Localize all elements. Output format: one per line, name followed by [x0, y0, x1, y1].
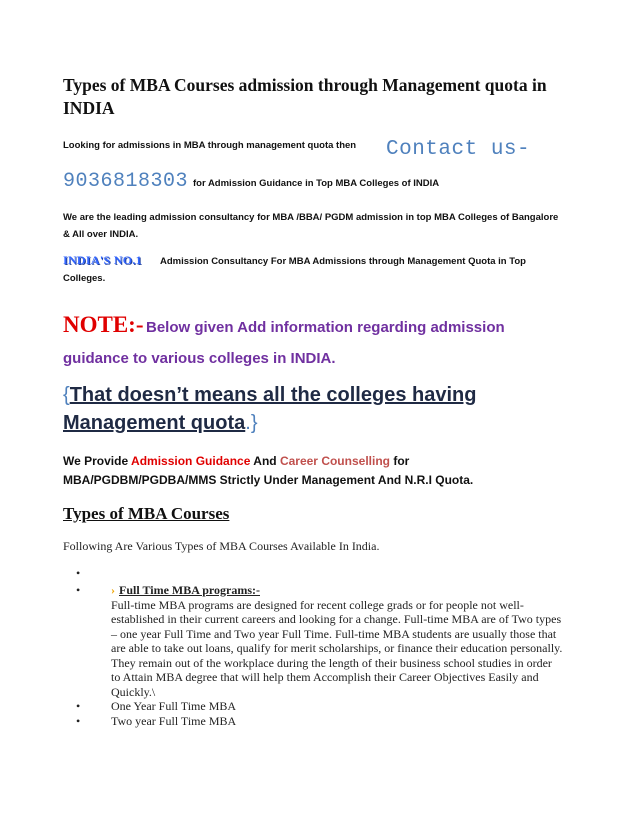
bullet-icon: •	[76, 583, 81, 597]
disclaimer-dot: .	[245, 412, 251, 434]
india-no1-text-cont: Colleges.	[63, 273, 106, 284]
provide-and: And	[253, 454, 277, 468]
intro-after-phone: for Admission Guidance in Top MBA Colleges of INDIA	[193, 178, 440, 189]
intro-text: Looking for admissions in MBA through management quota then	[63, 140, 357, 151]
disclaimer-text-cont: Management quota	[63, 412, 246, 434]
arrow-icon: ›	[111, 583, 115, 597]
bullet-icon: •	[76, 713, 81, 728]
disclaimer-text: That doesn’t means all the colleges having	[69, 384, 477, 406]
disclaimer-line-2	[63, 412, 258, 435]
list-item	[63, 699, 563, 714]
bullet-icon: •	[76, 699, 81, 713]
open-brace: {	[63, 384, 70, 406]
career-counselling-text: Career Counselling	[279, 454, 390, 468]
provide-line-2: MBA/PGDBM/PGDBA/MMS Strictly Under Management And N.R.I Quota.	[63, 473, 474, 487]
admission-guidance-text: Admission Guidance	[131, 454, 251, 468]
types-heading: Types of MBA Courses	[63, 504, 230, 523]
phone-number: 9036818303	[63, 170, 189, 193]
list-item	[63, 583, 563, 699]
list-item	[63, 714, 563, 729]
two-year-item: Two year Full Time MBA	[111, 713, 237, 728]
full-time-description: Full-time MBA programs are designed for recent college grads or for people not well-established in their current careers and looking for a change. Full-time MBA are of Two types – one year Full Time and Two year Full Time. Full-time MBA students are usually those that are able to take out loans, qualify for merit scholarships, or finance their education personally. They remain out of the workplace during the length of their business school studies in order to Attain MBA degree that will help them Accomplish their Career Objectives Easily and Quickly.\	[111, 597, 563, 699]
mba-types-list	[63, 566, 563, 728]
one-year-item: One Year Full Time MBA	[111, 699, 237, 713]
leading-consultancy-text: We are the leading admission consultancy for MBA /BBA/ PGDM admission in top MBA Colleges of Bangalore & All over INDIA.	[63, 212, 559, 240]
list-item	[63, 566, 563, 583]
contact-us-text: Contact us-	[386, 138, 531, 161]
india-no1-text: Admission Consultancy For MBA Admissions through Management Quota in Top	[160, 256, 526, 267]
india-no1-badge: INDIA'S NO.1	[63, 253, 142, 267]
bullet-icon: •	[76, 566, 81, 580]
close-brace: }	[250, 412, 258, 434]
provide-line	[63, 454, 409, 468]
following-text: Following Are Various Types of MBA Courses Available In India.	[63, 539, 380, 553]
note-label: NOTE:-	[63, 312, 144, 337]
note-text-cont: guidance to various colleges in INDIA.	[63, 350, 336, 367]
full-time-title: Full Time MBA programs:-	[119, 583, 260, 597]
provide-prefix: We Provide	[63, 454, 129, 468]
page-title: Types of MBA Courses admission through Management quota in INDIA	[63, 75, 547, 118]
disclaimer-line	[63, 384, 476, 407]
provide-for: for	[393, 454, 410, 468]
note-text: Below given Add information regarding admission	[146, 319, 505, 336]
